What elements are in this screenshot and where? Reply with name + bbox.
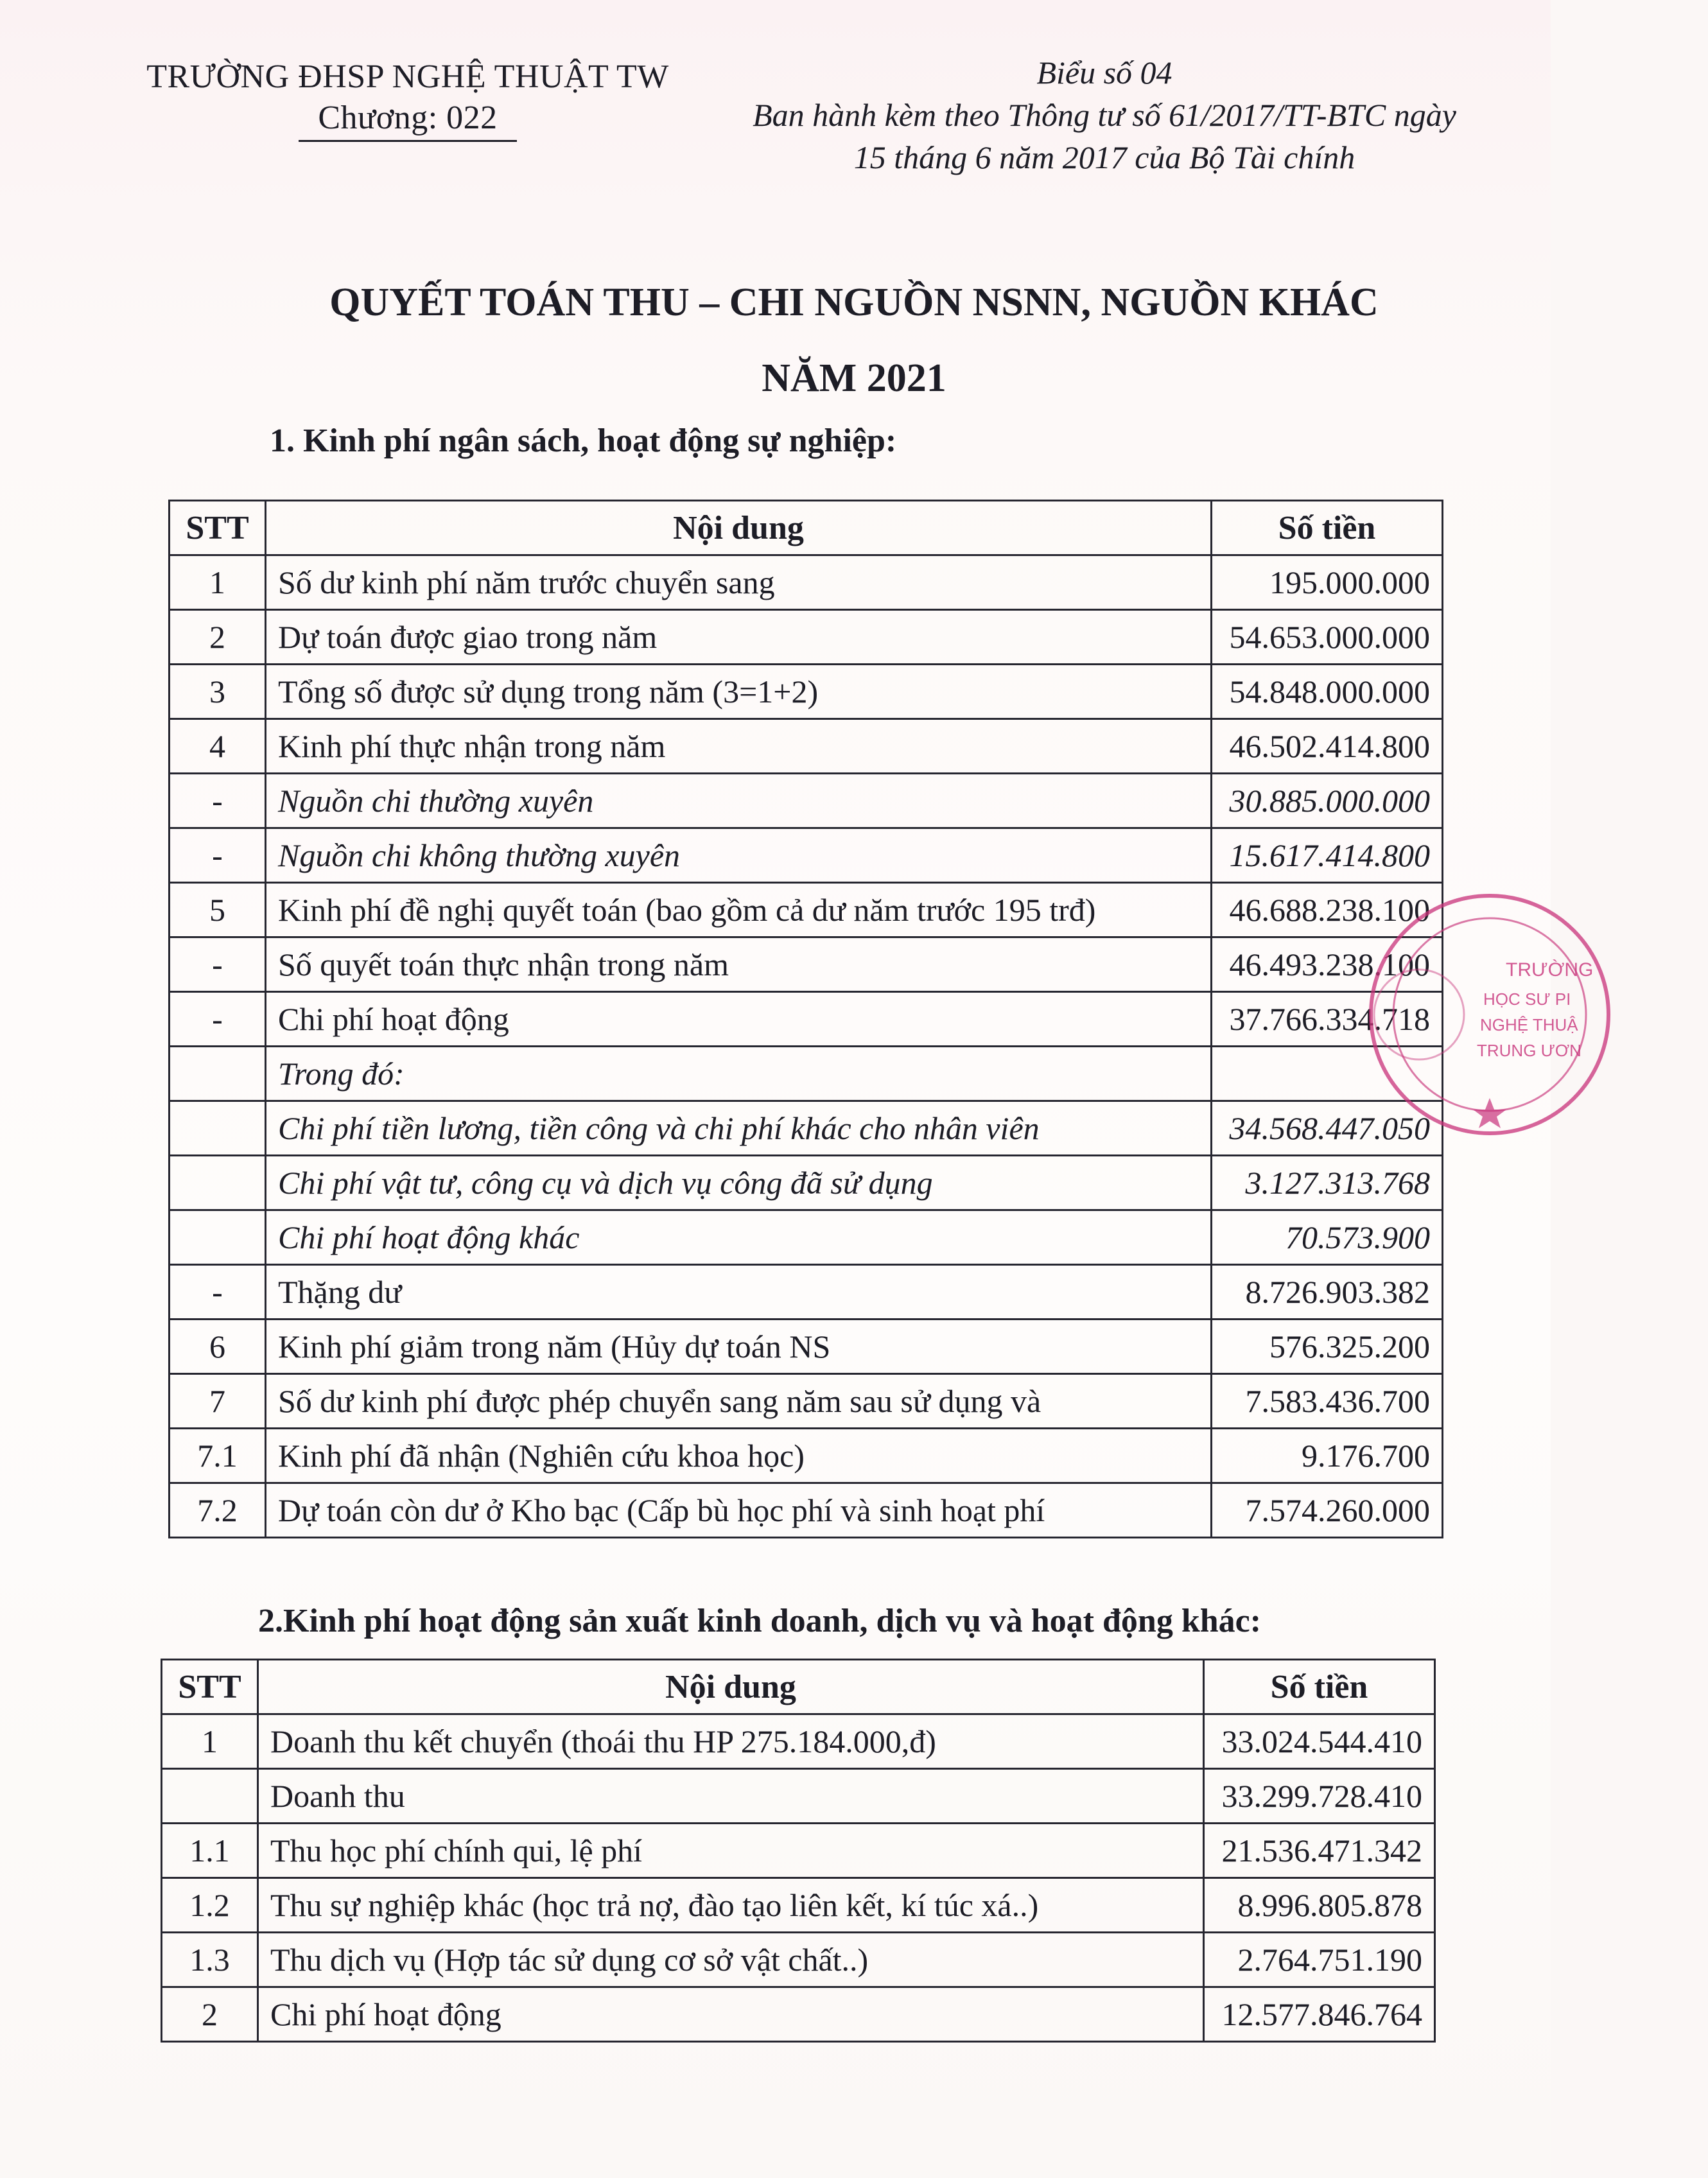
row-amount-cell: 21.536.471.342 xyxy=(1204,1824,1435,1878)
row-number-cell: 2 xyxy=(162,1987,258,2042)
table-row xyxy=(162,1769,1435,1824)
table-header-row xyxy=(162,1660,1435,1714)
row-number-cell: 2 xyxy=(170,610,266,665)
table-row xyxy=(170,828,1443,883)
row-number-cell: - xyxy=(170,937,266,992)
table-header-row xyxy=(170,501,1443,555)
row-content-cell: Chi phí hoạt động khác xyxy=(266,1210,1212,1265)
row-number-cell: - xyxy=(170,774,266,828)
row-number-cell: - xyxy=(170,828,266,883)
row-amount-cell: 195.000.000 xyxy=(1212,555,1443,610)
row-amount-cell: 7.574.260.000 xyxy=(1212,1483,1443,1538)
stamp-text-line-1: TRƯỜNG xyxy=(1506,959,1594,980)
document-header-right xyxy=(719,51,1490,179)
row-number-cell: 7 xyxy=(170,1374,266,1429)
chapter-code: Chương: 022 xyxy=(299,98,516,142)
row-content-cell: Nguồn chi không thường xuyên xyxy=(266,828,1212,883)
row-content-cell: Doanh thu xyxy=(258,1769,1204,1824)
section-1-table xyxy=(168,500,1443,1538)
row-number-cell: - xyxy=(170,1265,266,1320)
row-content-cell: Chi phí hoạt động xyxy=(258,1987,1204,2042)
table-row xyxy=(170,937,1443,992)
table-row xyxy=(170,1374,1443,1429)
table-row xyxy=(162,1878,1435,1933)
row-content-cell: Thu học phí chính qui, lệ phí xyxy=(258,1824,1204,1878)
row-content-cell: Tổng số được sử dụng trong năm (3=1+2) xyxy=(266,665,1212,719)
column-header-content: Nội dung xyxy=(266,501,1212,555)
row-content-cell: Số quyết toán thực nhận trong năm xyxy=(266,937,1212,992)
table-row xyxy=(170,1265,1443,1320)
table-row xyxy=(162,1987,1435,2042)
row-content-cell: Số dư kinh phí năm trước chuyển sang xyxy=(266,555,1212,610)
row-amount-cell: 70.573.900 xyxy=(1212,1210,1443,1265)
document-title-line-1: QUYẾT TOÁN THU – CHI NGUỒN NSNN, NGUỒN KHÁC xyxy=(329,281,1379,324)
row-amount-cell: 2.764.751.190 xyxy=(1204,1933,1435,1987)
row-content-cell: Thu dịch vụ (Hợp tác sử dụng cơ sở vật chất..) xyxy=(258,1933,1204,1987)
row-content-cell: Thu sự nghiệp khác (học trả nợ, đào tạo liên kết, kí túc xá..) xyxy=(258,1878,1204,1933)
column-header-stt: STT xyxy=(162,1660,258,1714)
row-amount-cell: 54.653.000.000 xyxy=(1212,610,1443,665)
row-number-cell: 1.2 xyxy=(162,1878,258,1933)
row-amount-cell: 46.688.238.100 xyxy=(1212,883,1443,937)
row-content-cell: Dự toán còn dư ở Kho bạc (Cấp bù học phí và sinh hoạt phí xyxy=(266,1483,1212,1538)
row-content-cell: Dự toán được giao trong năm xyxy=(266,610,1212,665)
row-content-cell: Doanh thu kết chuyển (thoái thu HP 275.184.000,đ) xyxy=(258,1714,1204,1769)
section-2-table xyxy=(161,1659,1436,2043)
table-row xyxy=(170,1210,1443,1265)
row-amount-cell: 576.325.200 xyxy=(1212,1320,1443,1374)
table-row xyxy=(170,1429,1443,1483)
row-number-cell: 1 xyxy=(162,1714,258,1769)
row-amount-cell: 33.024.544.410 xyxy=(1204,1714,1435,1769)
stamp-text-line-4: TRUNG ƯƠN xyxy=(1477,1041,1582,1060)
row-content-cell: Kinh phí giảm trong năm (Hủy dự toán NS xyxy=(266,1320,1212,1374)
table-row xyxy=(170,719,1443,774)
row-content-cell: Kinh phí thực nhận trong năm xyxy=(266,719,1212,774)
row-amount-cell: 9.176.700 xyxy=(1212,1429,1443,1483)
row-number-cell: 4 xyxy=(170,719,266,774)
document-title-line-2: NĂM 2021 xyxy=(762,356,946,400)
row-content-cell: Kinh phí đề nghị quyết toán (bao gồm cả dư năm trước 195 trđ) xyxy=(266,883,1212,937)
row-number-cell xyxy=(170,1101,266,1156)
table-row xyxy=(170,1047,1443,1101)
table-row xyxy=(170,883,1443,937)
form-basis-line-1: Ban hành kèm theo Thông tư số 61/2017/TT-BTC ngày xyxy=(753,97,1456,133)
table-row xyxy=(170,610,1443,665)
table-row xyxy=(162,1714,1435,1769)
table-row xyxy=(170,1320,1443,1374)
row-content-cell: Thặng dư xyxy=(266,1265,1212,1320)
table-row xyxy=(170,992,1443,1047)
stamp-text-line-3: NGHỆ THUẬ xyxy=(1480,1015,1578,1034)
row-number-cell: 3 xyxy=(170,665,266,719)
table-row xyxy=(170,555,1443,610)
row-amount-cell: 34.568.447.050 xyxy=(1212,1101,1443,1156)
row-number-cell: 1.1 xyxy=(162,1824,258,1878)
row-content-cell: Chi phí vật tư, công cụ và dịch vụ công đã sử dụng xyxy=(266,1156,1212,1210)
form-number: Biểu số 04 xyxy=(1036,55,1172,91)
row-number-cell: 1 xyxy=(170,555,266,610)
stamp-text-line-2: HỌC SƯ PI xyxy=(1483,989,1571,1009)
row-content-cell: Nguồn chi thường xuyên xyxy=(266,774,1212,828)
row-number-cell xyxy=(170,1047,266,1101)
row-amount-cell: 46.502.414.800 xyxy=(1212,719,1443,774)
row-amount-cell: 33.299.728.410 xyxy=(1204,1769,1435,1824)
table-row xyxy=(170,1101,1443,1156)
section-2-heading: 2.Kinh phí hoạt động sản xuất kinh doanh, dịch vụ và hoạt động khác: xyxy=(258,1603,1262,1639)
row-number-cell xyxy=(162,1769,258,1824)
row-number-cell: - xyxy=(170,992,266,1047)
row-number-cell: 1.3 xyxy=(162,1933,258,1987)
row-amount-cell: 12.577.846.764 xyxy=(1204,1987,1435,2042)
row-amount-cell: 8.726.903.382 xyxy=(1212,1265,1443,1320)
row-amount-cell: 54.848.000.000 xyxy=(1212,665,1443,719)
column-header-stt: STT xyxy=(170,501,266,555)
row-amount-cell: 46.493.238.100 xyxy=(1212,937,1443,992)
row-amount-cell: 7.583.436.700 xyxy=(1212,1374,1443,1429)
row-content-cell: Kinh phí đã nhận (Nghiên cứu khoa học) xyxy=(266,1429,1212,1483)
section-1-heading: 1. Kinh phí ngân sách, hoạt động sự nghiệp: xyxy=(270,423,897,459)
row-amount-cell: 3.127.313.768 xyxy=(1212,1156,1443,1210)
table-row xyxy=(170,665,1443,719)
row-number-cell: 7.1 xyxy=(170,1429,266,1483)
table-row xyxy=(170,1483,1443,1538)
document-header-left xyxy=(138,57,677,142)
table-row xyxy=(162,1824,1435,1878)
row-number-cell xyxy=(170,1210,266,1265)
organization-name: TRƯỜNG ĐHSP NGHỆ THUẬT TW xyxy=(146,58,669,95)
row-content-cell: Chi phí hoạt động xyxy=(266,992,1212,1047)
row-amount-cell: 15.617.414.800 xyxy=(1212,828,1443,883)
form-basis-line-2: 15 tháng 6 năm 2017 của Bộ Tài chính xyxy=(853,139,1355,175)
row-number-cell: 5 xyxy=(170,883,266,937)
row-content-cell: Chi phí tiền lương, tiền công và chi phí khác cho nhân viên xyxy=(266,1101,1212,1156)
column-header-amount: Số tiền xyxy=(1212,501,1443,555)
row-amount-cell: 30.885.000.000 xyxy=(1212,774,1443,828)
row-amount-cell: 37.766.334.718 xyxy=(1212,992,1443,1047)
row-amount-cell xyxy=(1212,1047,1443,1101)
row-number-cell: 7.2 xyxy=(170,1483,266,1538)
row-number-cell xyxy=(170,1156,266,1210)
column-header-content: Nội dung xyxy=(258,1660,1204,1714)
row-amount-cell: 8.996.805.878 xyxy=(1204,1878,1435,1933)
table-row xyxy=(162,1933,1435,1987)
document-title xyxy=(0,265,1708,416)
stamp-star-icon xyxy=(1473,1098,1506,1128)
column-header-amount: Số tiền xyxy=(1204,1660,1435,1714)
row-content-cell: Số dư kinh phí được phép chuyển sang năm sau sử dụng và xyxy=(266,1374,1212,1429)
row-number-cell: 6 xyxy=(170,1320,266,1374)
table-row xyxy=(170,1156,1443,1210)
row-content-cell: Trong đó: xyxy=(266,1047,1212,1101)
table-row xyxy=(170,774,1443,828)
